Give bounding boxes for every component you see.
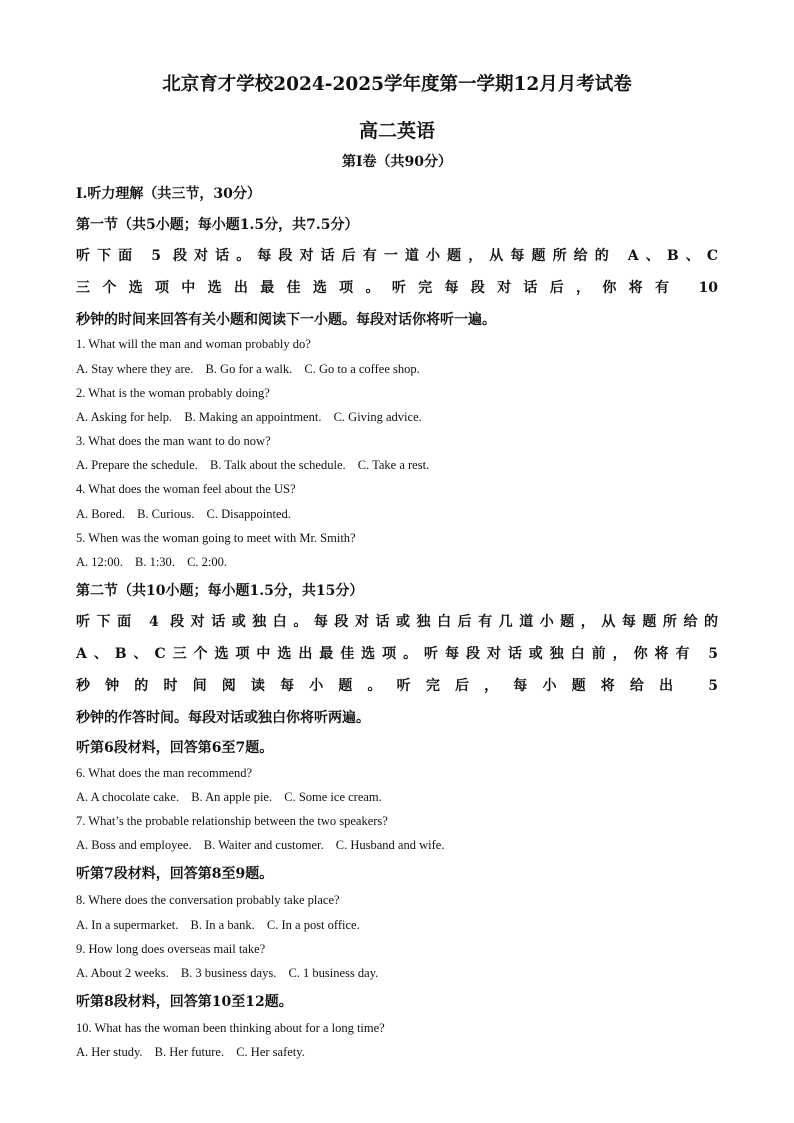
option: B. 3 business days. (180, 966, 277, 980)
instruction-line: 听下面 5 段对话。每段对话后有一道小题，从每题所给的 A、B、C (76, 248, 718, 264)
question-options (76, 838, 453, 853)
option: B. 1:30. (135, 555, 175, 569)
option: C. Some ice cream. (284, 790, 382, 804)
volume-title: 第Ⅰ卷（共90分） (341, 154, 453, 170)
option: C. Her safety. (236, 1045, 305, 1059)
option: C. Disappointed. (206, 507, 291, 521)
question-options (76, 410, 431, 425)
instruction-line: 听下面 4 段对话或独白。每段对话或独白后有几道小题，从每题所给的 (76, 614, 718, 630)
subject-title: 高二英语 (358, 120, 435, 142)
group-heading: 听第6段材料，回答第6至7题。 (76, 740, 274, 756)
option: A. Asking for help. (76, 410, 173, 424)
option: A. 12:00. (76, 555, 123, 569)
question-stem: 6. What does the man recommend? (76, 766, 253, 780)
part-heading: Ⅰ.听力理解（共三节，30分） (76, 186, 261, 202)
option: A. Stay where they are. (76, 362, 194, 376)
option: A. Prepare the schedule. (76, 458, 198, 472)
question-stem: 7. What’s the probable relationship between the two speakers? (76, 814, 388, 828)
question-options (76, 790, 391, 805)
section-heading: 第二节（共10小题；每小题1.5分，共15分） (76, 583, 364, 599)
option: C. Husband and wife. (335, 838, 445, 852)
question-options (76, 555, 236, 570)
option: A. Her study. (76, 1045, 143, 1059)
option: B. Go for a walk. (205, 362, 293, 376)
group-heading: 听第7段材料，回答第8至9题。 (76, 866, 274, 882)
option: B. An apple pie. (191, 790, 273, 804)
instruction-line: 秒钟的时间阅读每小题。听完后，每小题将给出 5 (76, 678, 718, 694)
option: A. Boss and employee. (76, 838, 192, 852)
option: A. Bored. (76, 507, 125, 521)
option: C. In a post office. (266, 918, 360, 932)
option: C. 1 business day. (288, 966, 379, 980)
option: B. Her future. (154, 1045, 225, 1059)
option: C. Giving advice. (333, 410, 422, 424)
question-stem: 10. What has the woman been thinking about for a long time? (76, 1021, 385, 1035)
option: B. Waiter and customer. (203, 838, 324, 852)
question-options (76, 362, 429, 377)
option: B. Making an appointment. (184, 410, 322, 424)
question-options (76, 966, 387, 981)
instruction-line: 三个选项中选出最佳选项。听完每段对话后，你将有 10 (76, 280, 718, 296)
question-options (76, 458, 438, 473)
option: C. Go to a coffee shop. (304, 362, 420, 376)
option: B. Talk about the schedule. (209, 458, 346, 472)
question-options (76, 1045, 314, 1060)
question-options (76, 918, 369, 933)
option: A. About 2 weeks. (76, 966, 169, 980)
section-heading: 第一节（共5小题；每小题1.5分，共7.5分） (76, 217, 359, 233)
question-stem: 4. What does the woman feel about the US? (76, 482, 296, 496)
instruction-line: A、B、C三个选项中选出最佳选项。听每段对话或独白前，你将有 5 (76, 646, 718, 662)
option: C. 2:00. (187, 555, 227, 569)
question-stem: 8. Where does the conversation probably take place? (76, 893, 340, 907)
exam-title: 北京育才学校2024-2025学年度第一学期12月月考试卷 (162, 74, 632, 95)
question-stem: 3. What does the man want to do now? (76, 434, 271, 448)
question-stem: 5. When was the woman going to meet with Mr. Smith? (76, 531, 356, 545)
option: B. Curious. (137, 507, 195, 521)
option: A. In a supermarket. (76, 918, 179, 932)
option: A. A chocolate cake. (76, 790, 180, 804)
question-stem: 2. What is the woman probably doing? (76, 386, 270, 400)
option: C. Take a rest. (357, 458, 430, 472)
group-heading: 听第8段材料，回答第10至12题。 (76, 994, 293, 1010)
instruction-line: 秒钟的时间来回答有关小题和阅读下一小题。每段对话你将听一遍。 (76, 312, 496, 328)
option: B. In a bank. (190, 918, 255, 932)
instruction-line: 秒钟的作答时间。每段对话或独白你将听两遍。 (76, 710, 370, 726)
question-stem: 9. How long does overseas mail take? (76, 942, 266, 956)
question-options (76, 507, 300, 522)
question-stem: 1. What will the man and woman probably do? (76, 337, 311, 351)
